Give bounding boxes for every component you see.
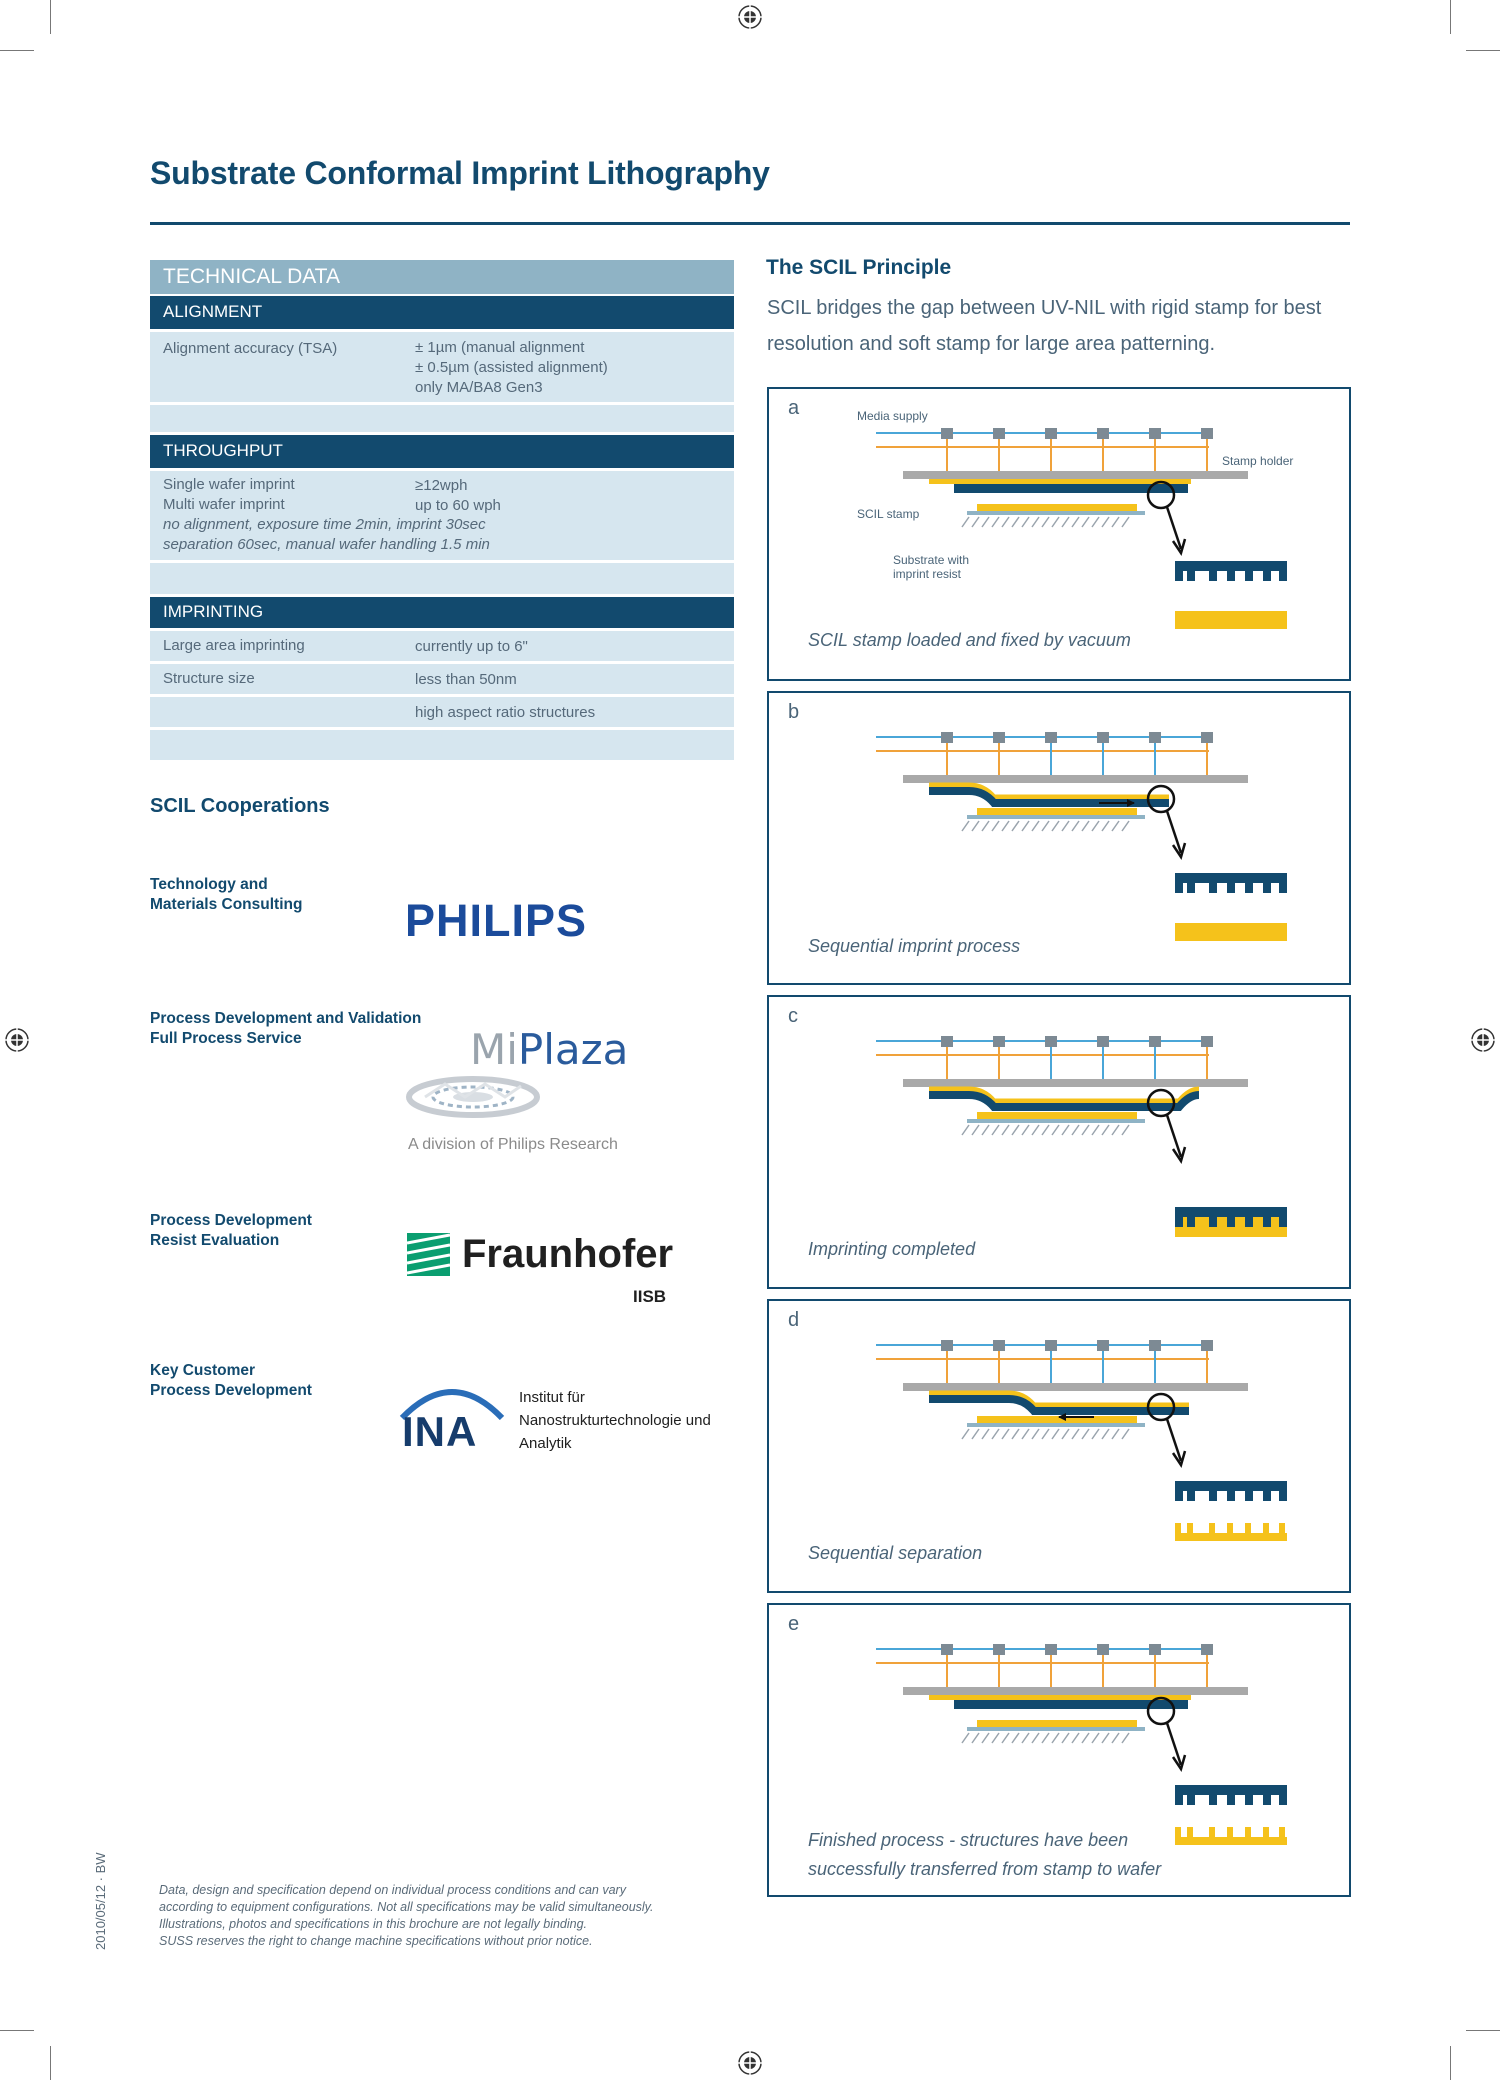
miplaza-subtitle: A division of Philips Research — [408, 1136, 618, 1153]
pattern-tooth — [1279, 1523, 1285, 1533]
chuck-hatch — [1082, 1429, 1089, 1439]
row-label: Multi wafer imprint — [163, 496, 285, 513]
valve-block — [1045, 732, 1057, 743]
substrate-wafer — [967, 1727, 1145, 1731]
chuck-hatch — [1032, 517, 1039, 527]
registration-mark-icon — [1470, 1027, 1496, 1053]
row-note: separation 60sec, manual wafer handling 1.5 min — [163, 536, 490, 553]
chuck-hatch — [972, 1429, 979, 1439]
stamp-tooth — [1263, 1491, 1271, 1501]
panel-letter: b — [788, 701, 800, 723]
stamp-pattern-base — [1175, 1481, 1287, 1491]
label-line: Process Development — [150, 1382, 312, 1399]
chuck-hatch — [1082, 517, 1089, 527]
technical-data-heading: TECHNICAL DATA — [150, 260, 734, 294]
caption-line: successfully transferred from stamp to wafer — [808, 1859, 1162, 1879]
valve-block — [1201, 1036, 1213, 1047]
chuck-hatch — [1042, 1429, 1049, 1439]
panel-caption — [808, 1826, 1161, 1884]
value-line: ± 0.5µm (assisted alignment) — [415, 359, 608, 376]
chuck-hatch — [1042, 1125, 1049, 1135]
chuck-hatch — [962, 821, 969, 831]
chuck-hatch — [1012, 1125, 1019, 1135]
cooperations-heading: SCIL Cooperations — [150, 795, 330, 817]
chuck-hatch — [1002, 1125, 1009, 1135]
resist-layer-detail — [1175, 611, 1287, 629]
chuck-hatch — [1092, 1429, 1099, 1439]
valve-block — [1045, 1340, 1057, 1351]
panel-caption: SCIL stamp loaded and fixed by vacuum — [808, 630, 1131, 650]
pattern-base — [1175, 1837, 1287, 1845]
chuck-hatch — [1082, 1125, 1089, 1135]
stamp-tooth — [1175, 1491, 1183, 1501]
chuck-hatch — [1072, 517, 1079, 527]
chuck-hatch — [1032, 1125, 1039, 1135]
disclaimer-line: according to equipment configurations. Not all specifications may be valid simultaneously. — [159, 1900, 654, 1914]
stamp-resist-layer — [929, 479, 1191, 484]
stamp-tooth — [1279, 1217, 1287, 1227]
stamp-tooth — [1187, 571, 1195, 581]
stamp-tooth — [1245, 883, 1253, 893]
chuck-hatch — [1072, 1733, 1079, 1743]
label-line: Process Development — [150, 1212, 312, 1229]
stamp-pattern-base — [1175, 1785, 1287, 1795]
stamp-tooth — [1263, 1217, 1271, 1227]
stamp-tooth — [1279, 1795, 1287, 1805]
chuck-hatch — [1062, 1125, 1069, 1135]
stamp-pattern — [1175, 873, 1287, 893]
chuck-hatch — [1102, 517, 1109, 527]
stamp-pattern — [1175, 1207, 1287, 1227]
subtitle-line: Institut für — [519, 1389, 585, 1406]
chuck-hatch — [1092, 517, 1099, 527]
miplaza-logo — [470, 1025, 628, 1074]
crop-mark — [1450, 2046, 1451, 2080]
chuck-hatch — [1122, 1125, 1129, 1135]
chuck-hatch — [992, 821, 999, 831]
pattern-tooth — [1245, 1523, 1251, 1533]
valve-block — [1201, 1644, 1213, 1655]
valve-block — [1045, 1644, 1057, 1655]
stamp-holder — [903, 1687, 1248, 1695]
stamp-tooth — [1263, 1795, 1271, 1805]
chuck-hatch — [972, 821, 979, 831]
stamp-tooth — [1279, 1491, 1287, 1501]
chuck-hatch — [1022, 1125, 1029, 1135]
chuck-hatch — [1042, 821, 1049, 831]
chuck-hatch — [1102, 1125, 1109, 1135]
caption-line: Finished process - structures have been — [808, 1830, 1129, 1850]
pattern-tooth — [1187, 1827, 1193, 1837]
registration-mark-icon — [4, 1027, 30, 1053]
chuck-hatch — [1022, 1429, 1029, 1439]
chuck-hatch — [992, 1733, 999, 1743]
valve-block — [1097, 428, 1109, 439]
stamp-tooth — [1175, 1795, 1183, 1805]
chuck-hatch — [1022, 821, 1029, 831]
stamp-pattern — [1175, 1785, 1287, 1805]
pattern-tooth — [1227, 1523, 1233, 1533]
registration-mark-icon — [737, 2050, 763, 2076]
valve-block — [941, 428, 953, 439]
table-row — [150, 471, 734, 560]
cooperation-label — [150, 1211, 312, 1251]
chuck-hatch — [1112, 1125, 1119, 1135]
chuck-hatch — [1122, 517, 1129, 527]
title-divider — [150, 222, 1350, 225]
chuck-hatch — [982, 1125, 989, 1135]
chuck-hatch — [1122, 821, 1129, 831]
logo-part: Plaza — [517, 1025, 629, 1074]
panel-caption: Sequential imprint process — [808, 936, 1021, 956]
stamp-pattern — [1175, 1481, 1287, 1501]
chuck-hatch — [1062, 1733, 1069, 1743]
chuck-hatch — [1002, 517, 1009, 527]
stamp-holder — [903, 471, 1248, 479]
chuck-hatch — [992, 1125, 999, 1135]
chuck-hatch — [1012, 821, 1019, 831]
stamp-tooth — [1227, 1491, 1235, 1501]
chuck-hatch — [1002, 1429, 1009, 1439]
fraunhofer-logo: Fraunhofer — [462, 1232, 674, 1276]
fraunhofer-iisb: IISB — [633, 1287, 667, 1306]
chuck-hatch — [1052, 1429, 1059, 1439]
substrate-wafer — [967, 1119, 1145, 1123]
disclaimer-line: Data, design and specification depend on individual process conditions and can vary — [159, 1883, 626, 1897]
resist-layer-detail — [1175, 923, 1287, 941]
stamp-tooth — [1279, 883, 1287, 893]
stamp-tooth — [1187, 883, 1195, 893]
chuck-hatch — [1092, 1733, 1099, 1743]
substrate-wafer — [967, 1423, 1145, 1427]
valve-block — [993, 1340, 1005, 1351]
valve-block — [941, 1340, 953, 1351]
stamp-holder — [903, 1079, 1248, 1087]
panel-letter: e — [788, 1613, 800, 1635]
chuck-hatch — [972, 1733, 979, 1743]
valve-block — [1149, 1340, 1161, 1351]
principle-text: SCIL bridges the gap between UV-NIL with rigid stamp for best resolution and soft stamp for large area patterning. — [767, 297, 1322, 355]
fraunhofer-emblem-icon — [407, 1233, 450, 1276]
substrate-resist — [977, 504, 1137, 511]
stamp-holder-label: Stamp holder — [1222, 454, 1294, 468]
row-label: Alignment accuracy (TSA) — [163, 340, 338, 357]
stamp-holder — [903, 1383, 1248, 1391]
row-value: ≥12wph — [415, 477, 468, 494]
disclaimer-line: SUSS reserves the right to change machine specifications without prior notice. — [159, 1934, 593, 1948]
stamp-tooth — [1245, 571, 1253, 581]
panel-caption: Imprinting completed — [808, 1239, 976, 1259]
chuck-hatch — [1012, 1733, 1019, 1743]
pattern-tooth — [1209, 1523, 1215, 1533]
chuck-hatch — [1062, 821, 1069, 831]
valve-block — [1201, 732, 1213, 743]
chuck-hatch — [992, 1429, 999, 1439]
cooperation-label — [150, 1361, 312, 1401]
stamp-holder — [903, 775, 1248, 783]
pattern-tooth — [1187, 1523, 1193, 1533]
valve-block — [1045, 428, 1057, 439]
stamp-tooth — [1263, 883, 1271, 893]
chuck-hatch — [1012, 1429, 1019, 1439]
chuck-hatch — [1042, 517, 1049, 527]
valve-block — [941, 1036, 953, 1047]
stamp-resist-layer — [929, 1695, 1191, 1700]
table-row — [150, 631, 734, 661]
pattern-tooth — [1279, 1827, 1285, 1837]
panel-b — [767, 691, 1351, 985]
disclaimer-line: Illustrations, photos and specifications in this brochure are not legally binding. — [159, 1917, 588, 1931]
substrate-resist — [977, 808, 1137, 815]
stamp-tooth — [1263, 571, 1271, 581]
chuck-hatch — [972, 517, 979, 527]
chuck-hatch — [1092, 821, 1099, 831]
stamp-tooth — [1209, 883, 1217, 893]
table-spacer — [150, 563, 734, 594]
chuck-hatch — [1032, 821, 1039, 831]
pattern-tooth — [1245, 1827, 1251, 1837]
chuck-hatch — [1052, 1125, 1059, 1135]
ina-logo: INA — [402, 1408, 478, 1455]
chuck-hatch — [982, 1429, 989, 1439]
label-line: Technology and — [150, 876, 268, 893]
panel-c — [767, 995, 1351, 1289]
valve-block — [1149, 1036, 1161, 1047]
label-line: Process Development and Validation — [150, 1010, 422, 1027]
cooperation-label — [150, 875, 302, 915]
document-code: 2010/05/12 · BW — [93, 1852, 108, 1950]
row-note: no alignment, exposure time 2min, imprint 30sec — [163, 516, 486, 533]
panel-a — [767, 387, 1351, 681]
valve-block — [1149, 428, 1161, 439]
substrate-label — [893, 553, 969, 581]
stamp-tooth — [1227, 1217, 1235, 1227]
panel-letter: c — [788, 1005, 798, 1027]
chuck-hatch — [1102, 1733, 1109, 1743]
chuck-hatch — [962, 1733, 969, 1743]
crop-mark — [50, 0, 51, 34]
stamp-tooth — [1209, 1217, 1217, 1227]
registration-mark-icon — [737, 4, 763, 30]
pattern-base — [1175, 1533, 1287, 1541]
logo-part: Mi — [470, 1025, 518, 1074]
technical-data-table — [150, 260, 734, 760]
chuck-hatch — [982, 517, 989, 527]
valve-block — [1201, 428, 1213, 439]
panel-caption: Sequential separation — [808, 1543, 983, 1563]
chuck-hatch — [1112, 1429, 1119, 1439]
stamp-tooth — [1187, 1217, 1195, 1227]
stamp-pattern-base — [1175, 561, 1287, 571]
chuck-hatch — [1102, 821, 1109, 831]
stamp-pattern-base — [1175, 873, 1287, 883]
page-title: Substrate Conformal Imprint Lithography — [150, 155, 770, 191]
panel-e — [767, 1603, 1351, 1897]
stamp-tooth — [1209, 1795, 1217, 1805]
label-line: imprint resist — [893, 567, 962, 581]
crop-mark — [50, 2046, 51, 2080]
chuck-hatch — [1072, 1125, 1079, 1135]
stamp-tooth — [1187, 1795, 1195, 1805]
valve-block — [1149, 1644, 1161, 1655]
label-line: Materials Consulting — [150, 896, 303, 913]
throughput-heading: THROUGHPUT — [150, 435, 734, 468]
panel-letter: d — [788, 1309, 800, 1331]
label-line: Substrate with — [893, 553, 970, 567]
label-line: Full Process Service — [150, 1030, 302, 1047]
valve-block — [993, 1036, 1005, 1047]
stamp-tooth — [1245, 1491, 1253, 1501]
alignment-heading: ALIGNMENT — [150, 296, 734, 329]
row-label: Structure size — [163, 670, 255, 687]
pattern-tooth — [1175, 1827, 1181, 1837]
philips-logo: PHILIPS — [405, 895, 588, 946]
subtitle-line: Analytik — [519, 1435, 572, 1452]
row-label: Large area imprinting — [163, 637, 305, 654]
row-value: less than 50nm — [415, 671, 517, 688]
ina-subtitle — [519, 1386, 711, 1455]
row-value — [415, 338, 608, 398]
chuck-hatch — [1022, 517, 1029, 527]
chuck-hatch — [1122, 1429, 1129, 1439]
imprinting-heading: IMPRINTING — [150, 597, 734, 628]
scil-stamp-label: SCIL stamp — [857, 507, 920, 521]
chuck-hatch — [1062, 517, 1069, 527]
chuck-hatch — [1052, 1733, 1059, 1743]
valve-block — [1097, 732, 1109, 743]
chuck-hatch — [1112, 821, 1119, 831]
table-row — [150, 697, 734, 727]
chuck-hatch — [962, 1429, 969, 1439]
chuck-hatch — [1062, 1429, 1069, 1439]
stamp-tooth — [1175, 883, 1183, 893]
media-supply-label: Media supply — [857, 409, 928, 423]
table-spacer — [150, 730, 734, 760]
stamp-tooth — [1227, 1795, 1235, 1805]
chuck-hatch — [1012, 517, 1019, 527]
row-value: up to 60 wph — [415, 497, 501, 514]
pattern-tooth — [1263, 1827, 1269, 1837]
valve-block — [1045, 1036, 1057, 1047]
stamp-tooth — [1187, 1491, 1195, 1501]
table-row — [150, 332, 734, 402]
valve-block — [1097, 1340, 1109, 1351]
valve-block — [1097, 1644, 1109, 1655]
valve-block — [941, 732, 953, 743]
stamp-pattern-base — [1175, 1207, 1287, 1217]
row-label: Single wafer imprint — [163, 476, 295, 493]
chuck-hatch — [1042, 1733, 1049, 1743]
pattern-tooth — [1263, 1523, 1269, 1533]
chuck-hatch — [1092, 1125, 1099, 1135]
chuck-hatch — [1022, 1733, 1029, 1743]
valve-block — [993, 1644, 1005, 1655]
transferred-pattern — [1175, 1523, 1287, 1541]
chuck-hatch — [962, 517, 969, 527]
principle-heading: The SCIL Principle — [766, 256, 952, 279]
subtitle-line: Nanostrukturtechnologie und — [519, 1412, 711, 1429]
stamp-tooth — [1175, 1217, 1183, 1227]
chuck-hatch — [982, 1733, 989, 1743]
stamp-tooth — [1245, 1795, 1253, 1805]
pattern-tooth — [1227, 1827, 1233, 1837]
crop-mark — [0, 2030, 34, 2031]
chuck-hatch — [982, 821, 989, 831]
table-row — [150, 664, 734, 694]
stamp-tooth — [1279, 571, 1287, 581]
label-line: Key Customer — [150, 1362, 256, 1379]
miplaza-emblem-icon — [405, 1074, 541, 1120]
stamp-tooth — [1209, 571, 1217, 581]
crop-mark — [1466, 2030, 1500, 2031]
chuck-hatch — [1102, 1429, 1109, 1439]
stamp-tooth — [1209, 1491, 1217, 1501]
cooperation-label — [150, 1009, 421, 1049]
chuck-hatch — [1052, 517, 1059, 527]
stamp-pattern — [1175, 561, 1287, 581]
valve-block — [941, 1644, 953, 1655]
chuck-hatch — [972, 1125, 979, 1135]
stamp-tooth — [1227, 883, 1235, 893]
label-line: Resist Evaluation — [150, 1232, 280, 1249]
stamp-tooth — [1175, 571, 1183, 581]
row-value: high aspect ratio structures — [415, 704, 596, 721]
chuck-hatch — [992, 517, 999, 527]
chuck-hatch — [1032, 1429, 1039, 1439]
chuck-hatch — [1072, 821, 1079, 831]
value-line: only MA/BA8 Gen3 — [415, 379, 543, 396]
crop-mark — [1466, 50, 1500, 51]
pattern-tooth — [1209, 1827, 1215, 1837]
pattern-tooth — [1175, 1523, 1181, 1533]
valve-block — [993, 732, 1005, 743]
substrate-resist — [977, 1112, 1137, 1119]
chuck-hatch — [1032, 1733, 1039, 1743]
chuck-hatch — [1082, 1733, 1089, 1743]
substrate-resist — [977, 1720, 1137, 1727]
transferred-pattern — [1175, 1827, 1287, 1845]
chuck-hatch — [962, 1125, 969, 1135]
panel-letter: a — [788, 397, 800, 419]
chuck-hatch — [1072, 1429, 1079, 1439]
chuck-hatch — [1002, 821, 1009, 831]
chuck-hatch — [1112, 1733, 1119, 1743]
chuck-hatch — [1002, 1733, 1009, 1743]
substrate-wafer — [967, 815, 1145, 819]
valve-block — [1201, 1340, 1213, 1351]
valve-block — [1097, 1036, 1109, 1047]
row-value: currently up to 6" — [415, 638, 528, 655]
disclaimer — [159, 1882, 653, 1950]
valve-block — [1149, 732, 1161, 743]
crop-mark — [1450, 0, 1451, 34]
substrate-resist — [977, 1416, 1137, 1423]
chuck-hatch — [1122, 1733, 1129, 1743]
chuck-hatch — [1052, 821, 1059, 831]
stamp-tooth — [1245, 1217, 1253, 1227]
substrate-wafer — [967, 511, 1145, 515]
chuck-hatch — [1112, 517, 1119, 527]
valve-block — [993, 428, 1005, 439]
stamp-tooth — [1227, 571, 1235, 581]
panel-d — [767, 1299, 1351, 1593]
chuck-hatch — [1082, 821, 1089, 831]
table-spacer — [150, 405, 734, 432]
crop-mark — [0, 50, 34, 51]
value-line: ± 1µm (manual alignment — [415, 339, 585, 356]
